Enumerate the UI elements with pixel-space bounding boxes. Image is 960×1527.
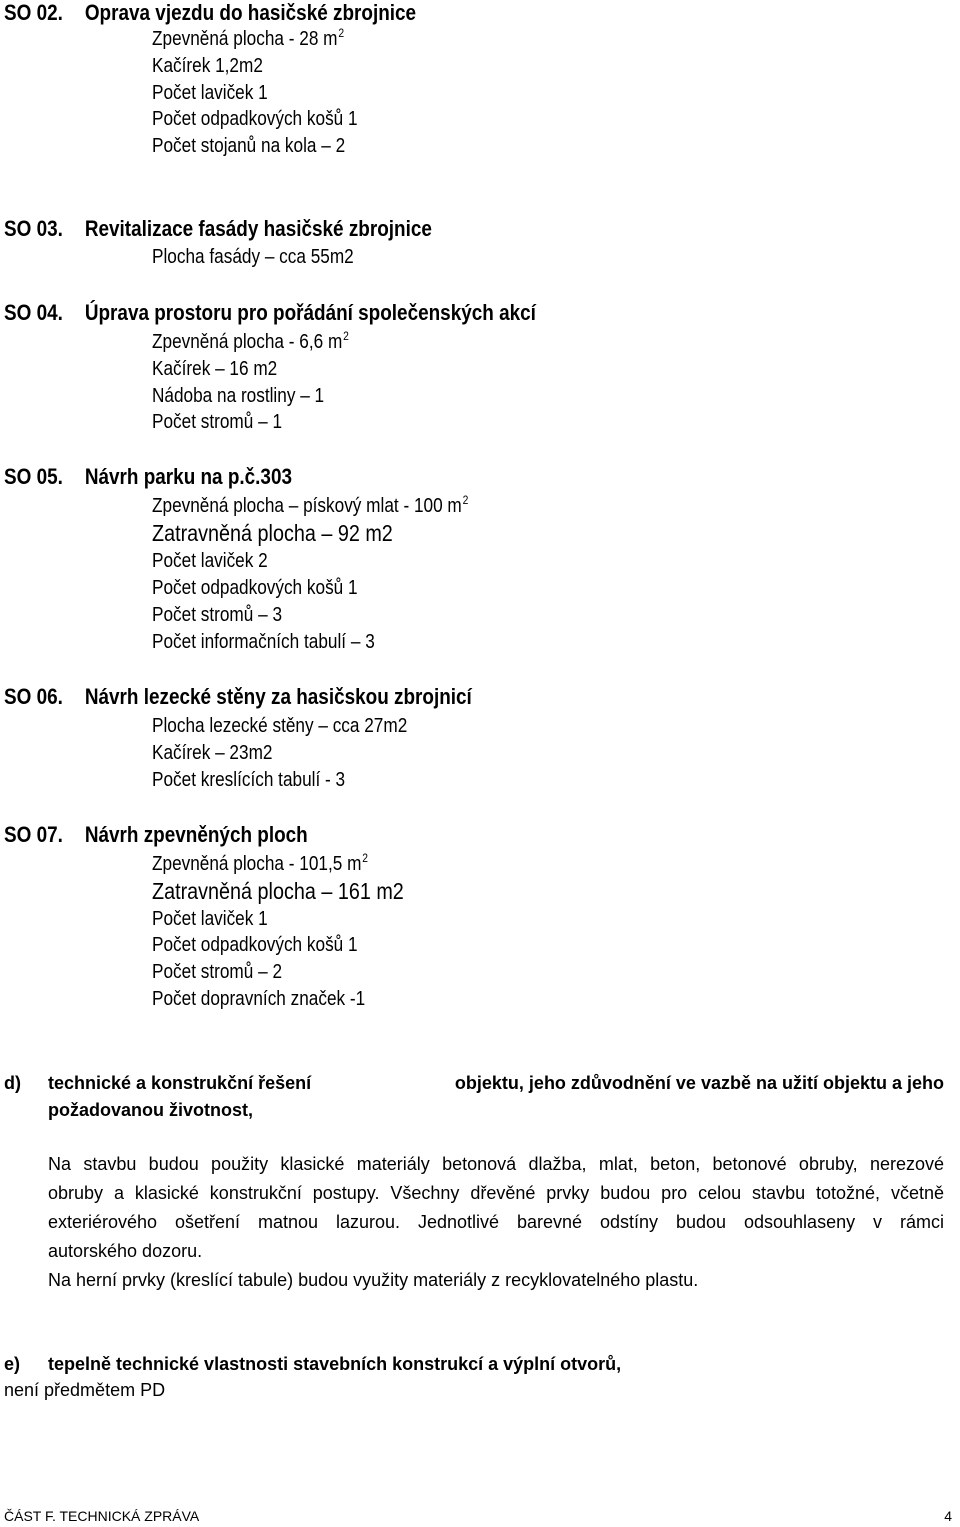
section-text: není předmětem PD [4,1380,166,1400]
section-heading [4,0,416,26]
page-number: 4 [944,1508,952,1524]
paragraph-materials [48,1150,944,1295]
section-letter: e) [4,1354,21,1374]
section-heading: tepelně technické vlastnosti stavebních konstrukcí a výplní otvorů, [48,1354,622,1374]
section-title: Úprava prostoru pro pořádání společenských akcí [84,300,536,325]
paragraph-line: Na herní prvky (kreslící tabule) budou využity materiály z recyklovatelného plastu. [48,1270,699,1290]
section-title: Návrh zpevněných ploch [84,822,308,847]
list-item: Počet stojanů na kola – 2 [152,135,346,157]
section-code: SO 04. [4,300,63,325]
list-item: Kačírek – 23m2 [152,742,273,764]
section-heading-right: objektu, jeho zdůvodnění ve vazbě na užití objektu a jeho [454,1073,944,1093]
paragraph-line: obruby a klasické konstrukční postupy. Všechny dřevěné prvky budou pro celou stavbu totožné, včetně [48,1183,944,1203]
paragraph-line: autorského dozoru. [48,1241,203,1261]
list-item: Zatravněná plocha – 161 m2 [152,878,404,904]
list-item: Počet dopravních značek -1 [152,988,366,1010]
list-item: Počet odpadkových košů 1 [152,108,358,130]
footer-title: ČÁST F. TECHNICKÁ ZPRÁVA [4,1508,200,1524]
section-code: SO 07. [4,822,63,847]
section-heading-left: technické a konstrukční řešení [48,1073,312,1093]
section-title: Oprava vjezdu do hasičské zbrojnice [84,0,417,25]
paragraph-line: exteriérového ošetření matnou lazurou. Jednotlivé barevné odstíny budou odsouhlaseny v rámci [48,1212,944,1232]
list-item: Plocha lezecké stěny – cca 27m2 [152,715,408,737]
list-item: Počet stromů – 3 [152,604,283,626]
list-item: Zpevněná plocha - 28 $m^2$ [152,26,345,50]
section-title: Návrh parku na p.č.303 [84,464,293,489]
section-heading [4,300,536,326]
list-item: Počet stromů – 2 [152,961,283,983]
list-item: Zpevněná plocha - 6,6 $m^2$ [152,329,349,353]
list-item: Zpevněná plocha - 101,5 $m^2$ [152,851,369,875]
paragraph-line: Na stavbu budou použity klasické materiály betonová dlažba, mlat, beton, betonové obruby, nerezové [48,1154,944,1174]
section-heading [4,216,432,242]
list-item: Zatravněná plocha – 92 m2 [152,520,393,546]
list-item: Počet laviček 2 [152,550,268,572]
list-item: Kačírek 1,2m2 [152,55,263,77]
section-code: SO 02. [4,0,63,25]
section-title: Revitalizace fasády hasičské zbrojnice [84,216,432,241]
list-item: Počet kreslících tabulí - 3 [152,769,346,791]
list-item: Zpevněná plocha – pískový mlat - 100 $m^2$ [152,493,469,517]
list-item: Počet laviček 1 [152,908,268,930]
list-item: Počet laviček 1 [152,82,268,104]
list-item: Počet odpadkových košů 1 [152,934,358,956]
list-item: Plocha fasády – cca 55m2 [152,246,354,268]
list-item: Počet odpadkových košů 1 [152,577,358,599]
list-item: Počet informačních tabulí – 3 [152,631,375,653]
section-title: Návrh lezecké stěny za hasičskou zbrojnicí [84,684,472,709]
section-heading [4,464,292,490]
section-heading-cont: požadovanou životnost, [48,1100,253,1120]
section-letter: d) [4,1073,21,1093]
list-item: Nádoba na rostliny – 1 [152,385,325,407]
list-item: Počet stromů – 1 [152,411,283,433]
section-code: SO 03. [4,216,63,241]
section-code: SO 05. [4,464,63,489]
list-item: Kačírek – 16 m2 [152,358,278,380]
section-heading [4,684,472,710]
section-heading [4,822,308,848]
section-code: SO 06. [4,684,63,709]
